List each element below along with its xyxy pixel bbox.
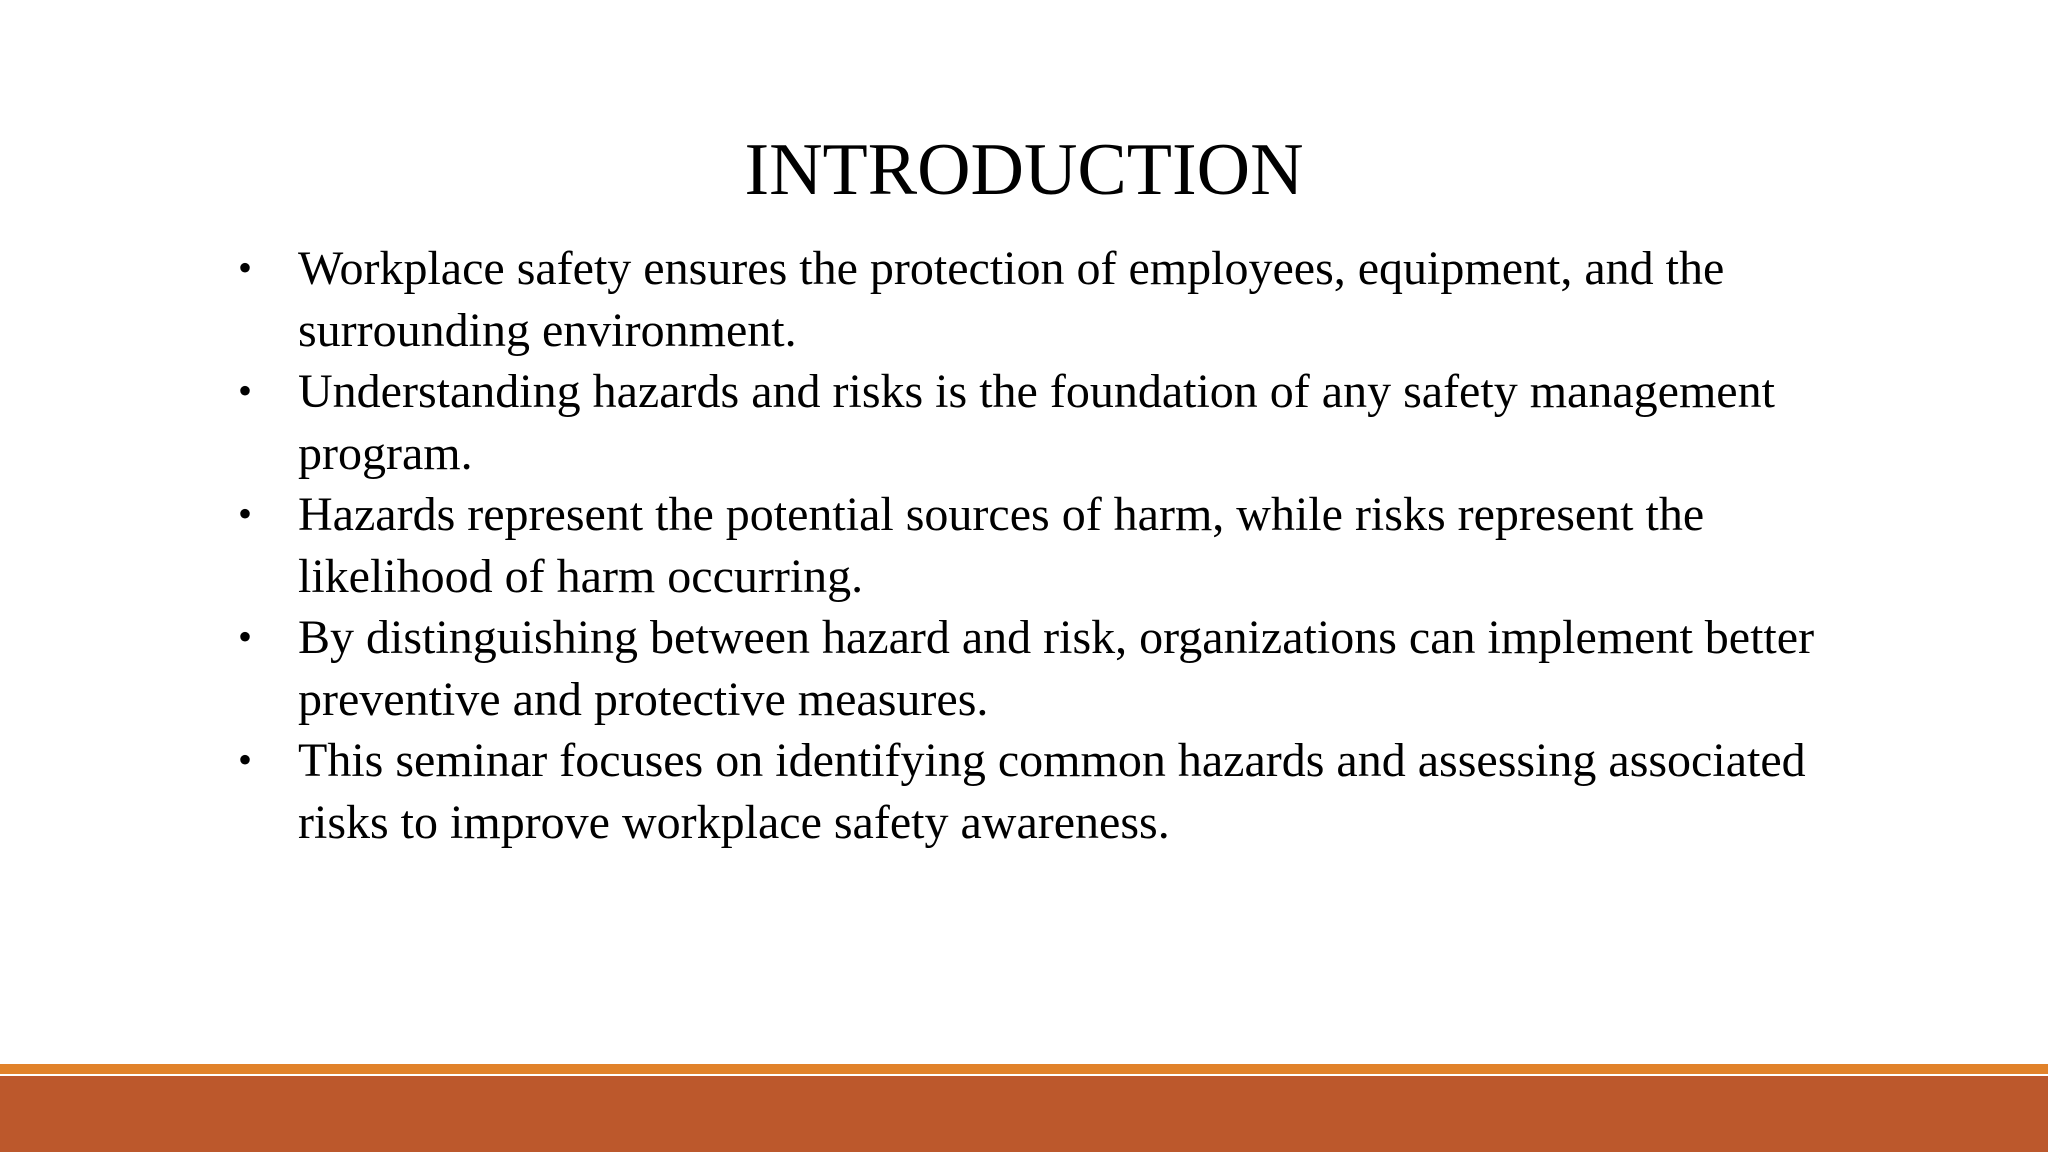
bullet-item [232,607,1852,730]
bullet-marker: • [238,368,253,413]
bullet-text: By distinguishing between hazard and risk, organizations can implement better preventive and protective measures. [298,611,1815,726]
bullet-item [232,484,1852,607]
bullet-text: Hazards represent the potential sources of harm, while risks represent the likelihood of harm occurring. [298,488,1705,603]
bullet-text: This seminar focuses on identifying common hazards and assessing associated risks to improve workplace safety awareness. [298,734,1806,849]
bullet-marker: • [238,245,253,290]
bullet-marker: • [238,491,253,536]
footer-accent-stripe [0,1064,2048,1074]
bullet-text: Understanding hazards and risks is the foundation of any safety management program. [298,365,1775,480]
bullet-item [232,361,1852,484]
bullet-list [232,238,1852,853]
slide-title: INTRODUCTION [744,129,1304,211]
bullet-text: Workplace safety ensures the protection of employees, equipment, and the surrounding environment. [298,242,1725,357]
bullet-marker: • [238,737,253,782]
bullet-item [232,238,1852,361]
footer-band [0,1076,2048,1152]
bullet-item [232,730,1852,853]
bullet-marker: • [238,614,253,659]
